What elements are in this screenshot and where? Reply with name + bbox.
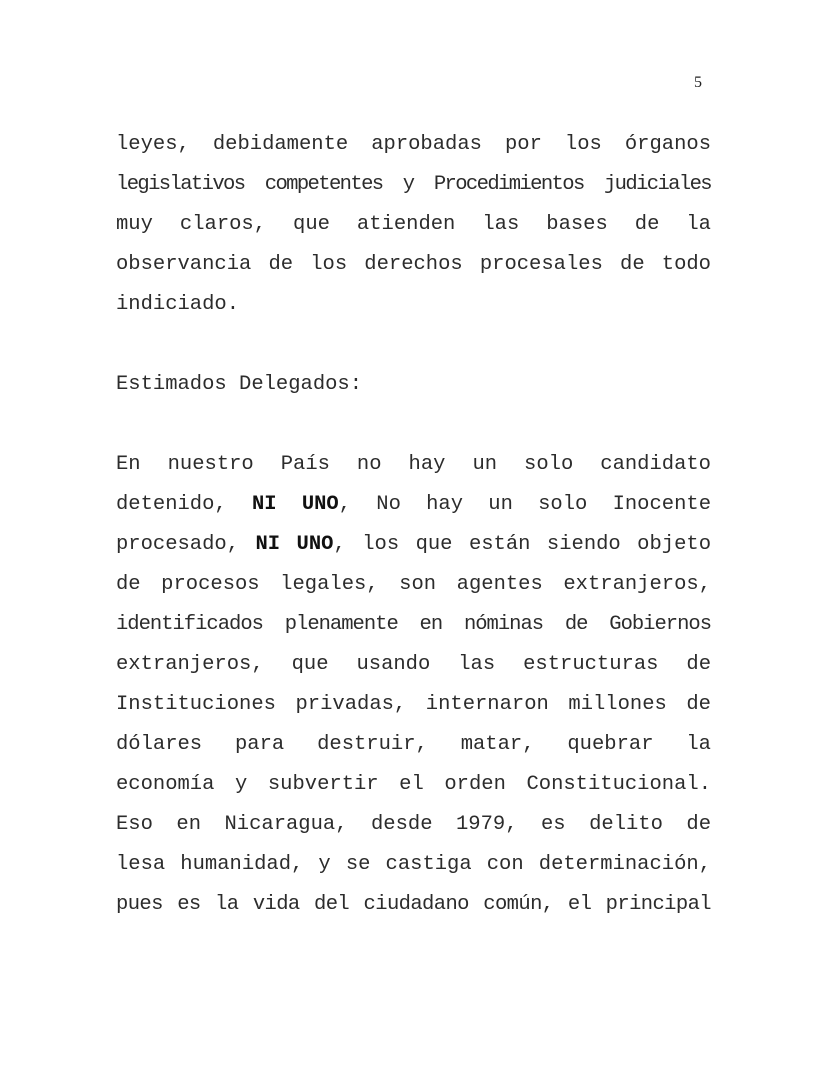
paragraph-line: extranjeros, que usando las estructuras de	[116, 653, 711, 676]
salutation	[116, 365, 711, 405]
text-segment: , los que están siendo objeto	[333, 533, 711, 556]
paragraph-line: dólares para destruir, matar, quebrar la	[116, 733, 711, 756]
paragraph-line: pues es la vida del ciudadano común, el principal	[116, 893, 711, 916]
emphasis-ni-uno: NI UNO	[251, 493, 339, 516]
paragraph-line: En nuestro País no hay un solo candidato	[116, 453, 711, 476]
paragraph-line	[116, 485, 711, 525]
paragraph-laws	[116, 125, 711, 325]
paragraph-line	[116, 525, 711, 565]
paragraph-line: leyes, debidamente aprobadas por los órganos	[116, 133, 711, 156]
paragraph-line: observancia de los derechos procesales de todo	[116, 253, 711, 276]
paragraph-line: muy claros, que atienden las bases de la	[116, 213, 711, 236]
salutation-text: Estimados Delegados:	[116, 373, 363, 396]
text-segment: procesado,	[116, 533, 256, 556]
paragraph-detainees	[116, 445, 711, 925]
paragraph-line: de procesos legales, son agentes extranjeros,	[116, 573, 711, 596]
paragraph-line: identificados plenamente en nóminas de Gobiernos	[116, 613, 711, 636]
paragraph-line: indiciado.	[116, 293, 240, 316]
paragraph-line: Instituciones privadas, internaron millones de	[116, 693, 711, 716]
paragraph-line: economía y subvertir el orden Constitucional.	[116, 773, 711, 796]
text-segment: , No hay un solo Inocente	[338, 493, 711, 516]
page-number: 5	[694, 74, 702, 91]
paragraph-line: lesa humanidad, y se castiga con determinación,	[116, 853, 711, 876]
paragraph-line: Eso en Nicaragua, desde 1979, es delito de	[116, 813, 711, 836]
paragraph-line: legislativos competentes y Procedimientos judiciales	[116, 173, 711, 196]
emphasis-ni-uno: NI UNO	[255, 533, 334, 556]
text-segment: detenido,	[116, 493, 252, 516]
